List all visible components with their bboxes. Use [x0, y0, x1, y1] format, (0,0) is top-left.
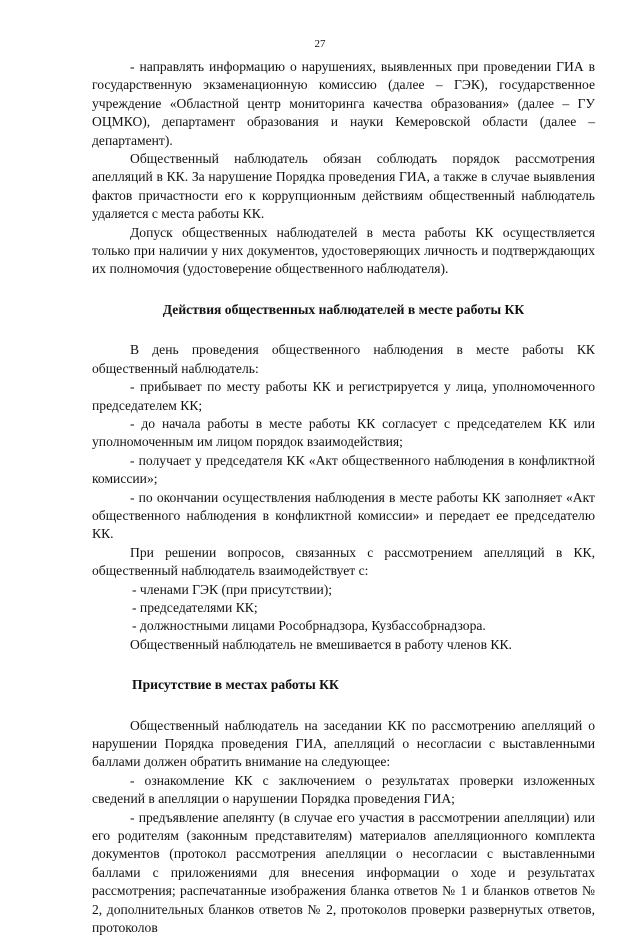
paragraph: Допуск общественных наблюдателей в места работы КК осуществляется только при наличии у них документов, удостоверяющих личность и подтверждающих их полномочия (удостоверение общественного наблюдателя).: [92, 224, 595, 277]
paragraph: - прибывает по месту работы КК и регистрируется у лица, уполномоченного председателем КК;: [92, 379, 595, 413]
paragraph: Общественный наблюдатель обязан соблюдать порядок рассмотрения апелляций в КК. За нарушение Порядка проведения ГИА, а также в случае выявления фактов причастности его к коррупционным действиям общественный наблюдатель удаляется с места работы КК.: [92, 151, 595, 222]
page-number: 27: [314, 38, 326, 50]
paragraph: При решении вопросов, связанных с рассмотрением апелляций в КК, общественный наблюдатель взаимодействует с:: [92, 544, 595, 579]
paragraph: - по окончании осуществления наблюдения в месте работы КК заполняет «Акт общественного наблюдения в конфликтной комиссии» и передает ее председателю КК.: [92, 489, 595, 542]
paragraph: - получает у председателя КК «Акт общественного наблюдения в конфликтной комиссии»;: [92, 452, 595, 487]
paragraph: - до начала работы в месте работы КК согласует с председателем КК или уполномоченным им лицом порядок взаимодействия;: [92, 415, 595, 450]
list-item: - должностными лицами Рособрнадзора, Кузбассобрнадзора.: [132, 618, 486, 634]
section-heading: Присутствие в местах работы КК: [132, 677, 339, 693]
list-item: - председателями КК;: [132, 599, 258, 615]
section-heading: Действия общественных наблюдателей в месте работы КК: [162, 301, 525, 317]
document-body: [92, 58, 595, 937]
paragraph: Общественный наблюдатель не вмешивается в работу членов КК.: [130, 636, 512, 652]
paragraph: - ознакомление КК с заключением о результатах проверки изложенных сведений в апелляции о нарушении Порядка проведения ГИА;: [92, 772, 595, 807]
paragraph: - предъявление апелянту (в случае его участия в рассмотрении апелляции) или его родителям (законным представителям) материалов апелляционного комплекта документов (протокол рассмотрения апелляции о несогласии с выставленными баллами с приложениями для внесения информации о ходе и результатах рассмотрения; распечатанные изображения бланка ответов № 1 и бланков ответов № 2, дополнительных бланков ответов № 2, протоколов проверки развернутых ответов, протоколов: [92, 809, 595, 936]
list-item: - членами ГЭК (при присутствии);: [132, 581, 333, 597]
paragraph: В день проведения общественного наблюдения в месте работы КК общественный наблюдатель:: [92, 342, 595, 376]
paragraph: - направлять информацию о нарушениях, выявленных при проведении ГИА в государственную экзаменационную комиссию (далее – ГЭК), государственное учреждение «Областной центр мониторинга качества образования» (далее – ГУ ОЦМКО), департамент образования и науки Кемеровской области (далее – департамент).: [92, 59, 595, 148]
paragraph: Общественный наблюдатель на заседании КК по рассмотрению апелляций о нарушении Порядка проведения ГИА, апелляций о несогласии с выставленными баллами должен обратить внимание на следующее:: [92, 717, 595, 770]
